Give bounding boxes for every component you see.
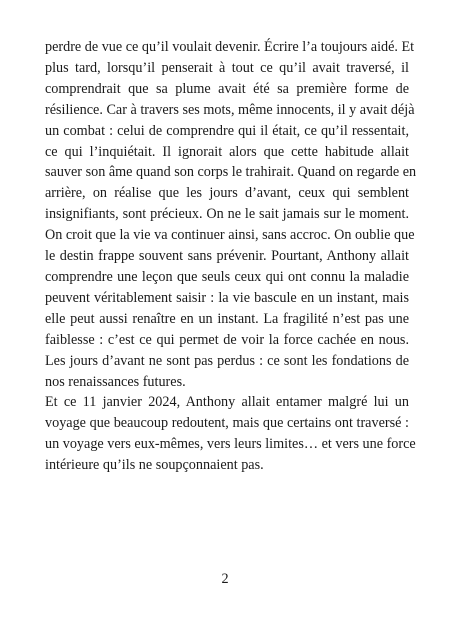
text-line: le destin frappe souvent sans prévenir. Pourtant, Anthony allait: [45, 248, 409, 265]
text-line: On croit que la vie va continuer ainsi, sans accroc. On oublie que: [45, 227, 415, 244]
text-line: peuvent véritablement saisir : la vie bascule en un instant, mais: [45, 289, 409, 306]
text-line: résilience. Car à travers ses mots, même innocents, il y avait déjà: [45, 101, 415, 118]
page-number: 2: [221, 571, 229, 587]
text-line: elle peut aussi renaître en un instant. La fragilité n’est pas une: [45, 310, 409, 327]
text-line: faiblesse : c’est ce qui permet de voir la force cachée en nous.: [45, 331, 409, 348]
text-line: comprendrait que sa plume avait été sa première forme de: [45, 80, 409, 97]
text-line: arrière, on réalise que les jours d’avant, ceux qui semblent: [45, 185, 409, 202]
text-line: un voyage vers eux-mêmes, vers leurs limites… et vers une force: [45, 436, 416, 453]
body-text: [45, 37, 417, 476]
text-line: voyage que beaucoup redoutent, mais que certains ont traversé :: [45, 415, 409, 432]
text-line: perdre de vue ce qu’il voulait devenir. Écrire l’a toujours aidé. Et: [45, 39, 415, 55]
text-line: insignifiants, sont précieux. On ne le sait jamais sur le moment.: [45, 206, 409, 223]
text-line: intérieure qu’ils ne soupçonnaient pas.: [45, 457, 264, 474]
text-line: Et ce 11 janvier 2024, Anthony allait entamer malgré lui un: [45, 394, 409, 411]
text-line: sauver son âme quand son corps le trahirait. Quand on regarde en: [45, 164, 417, 181]
text-line: Les jours d’avant ne sont pas perdus : ce sont les fondations de: [45, 352, 409, 369]
text-line: comprendre une leçon que seuls ceux qui ont connu la maladie: [45, 268, 409, 285]
text-line: nos renaissances futures.: [45, 373, 186, 390]
text-line: plus tard, lorsqu’il penserait à tout ce qu’il avait traversé, il: [45, 59, 409, 76]
text-line: un combat : celui de comprendre qui il était, ce qu’il ressentait,: [45, 122, 409, 139]
text-line: ce qui l’inquiétait. Il ignorait alors que cette habitude allait: [45, 143, 409, 160]
